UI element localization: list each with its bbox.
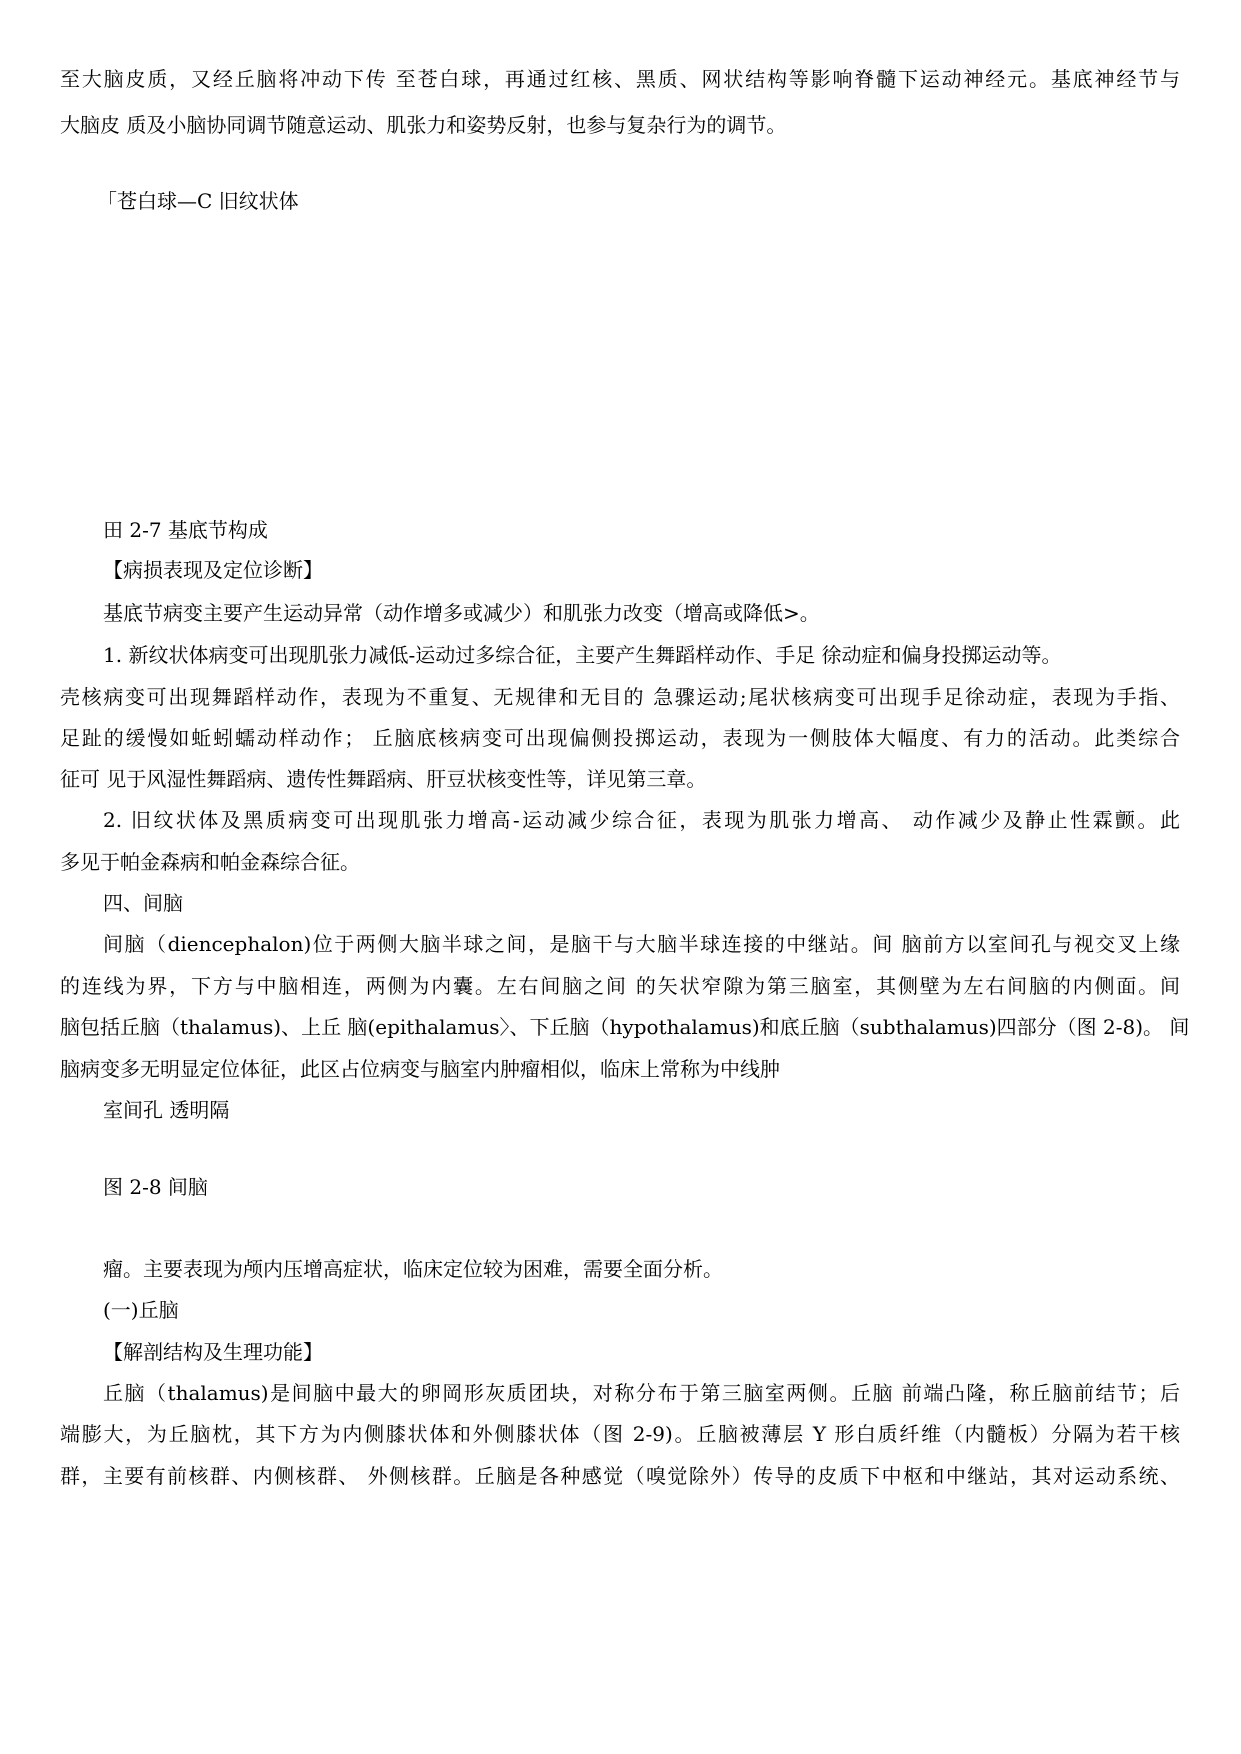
heading-lesion-diagnosis: 【病损表现及定位诊断】 <box>103 558 323 582</box>
text-line: 壳核病变可出现舞蹈样动作，表现为不重复、无规律和无目的 急骤运动;尾状核病变可出现手足徐动症，表现为手指、 <box>60 685 1180 709</box>
text-line: 足趾的缓慢如蚯蚓蠕动样动作； 丘脑底核病变可出现偏侧投掷运动，表现为一侧肢体大幅度、有力的活动。此类综合 <box>60 726 1180 750</box>
text-line: 脑病变多无明显定位体征，此区占位病变与脑室内肿瘤相似，临床上常称为中线肿 <box>60 1057 780 1081</box>
figure-2-8-caption: 图 2-8 间脑 <box>103 1175 208 1199</box>
heading-section-diencephalon: 四、间脑 <box>103 891 183 915</box>
heading-thalamus: (一)丘脑 <box>103 1298 179 1322</box>
text-line: 脑包括丘脑（thalamus)、上丘 脑(epithalamus〉、下丘脑（hypothalamus)和底丘脑（subthalamus)四部分（图 2-8)。 间 <box>60 1015 1190 1039</box>
figure-2-7-image-area <box>97 225 1097 495</box>
heading-anatomy-physiology: 【解剖结构及生理功能】 <box>103 1340 323 1364</box>
paragraph-continuation: 瘤。主要表现为颅内压增高症状，临床定位较为困难，需要全面分析。 <box>103 1257 723 1281</box>
text-line: 至大脑皮质，又经丘脑将冲动下传 至苍白球，再通过红核、黑质、网状结构等影响脊髓下运动神经元。基底神经节与 <box>60 67 1180 91</box>
text-line: 大脑皮 质及小脑协同调节随意运动、肌张力和姿势反射，也参与复杂行为的调节。 <box>60 113 787 137</box>
figure-2-7-caption: 田 2-7 基底节构成 <box>103 518 268 542</box>
text-line: 多见于帕金森病和帕金森综合征。 <box>60 850 360 874</box>
text-line: 端膨大，为丘脑枕，其下方为内侧膝状体和外侧膝状体（图 2-9)。丘脑被薄层 Y 形白质纤维（内髓板）分隔为若干核 <box>60 1422 1180 1446</box>
paragraph-basal-lesion: 基底节病变主要产生运动异常（动作增多或减少）和肌张力改变（增高或降低>。 <box>103 601 820 625</box>
text-line: 征可 见于风湿性舞蹈病、遗传性舞蹈病、肝豆状核变性等，详见第三章。 <box>60 767 707 791</box>
figure-2-8-labels: 室间孔 透明隔 <box>103 1098 230 1122</box>
figure-2-7-label-fragment: 「苍白球—C 旧纹状体 <box>97 189 299 213</box>
text-line: 间脑（diencephalon)位于两侧大脑半球之间，是脑干与大脑半球连接的中继站。间 脑前方以室间孔与视交叉上缘 <box>103 932 1180 956</box>
text-line: 2. 旧纹状体及黑质病变可出现肌张力增高-运动减少综合征，表现为肌张力增高、 动作减少及静止性霖颤。此 <box>103 808 1180 832</box>
text-line: 的连线为界，下方与中脑相连，两侧为内囊。左右间脑之间 的矢状窄隙为第三脑室，其侧壁为左右间脑的内侧面。间 <box>60 974 1180 998</box>
text-line: 群，主要有前核群、内侧核群、 外侧核群。丘脑是各种感觉（嗅觉除外）传导的皮质下中枢和中继站，其对运动系统、 <box>60 1464 1180 1488</box>
text-line: 1. 新纹状体病变可出现肌张力减低-运动过多综合征，主要产生舞蹈样动作、手足 徐动症和偏身投掷运动等。 <box>103 643 1062 667</box>
text-line: 丘脑（thalamus)是间脑中最大的卵岡形灰质团块，对称分布于第三脑室两侧。丘脑 前端凸隆，称丘脑前结节；后 <box>103 1381 1180 1405</box>
